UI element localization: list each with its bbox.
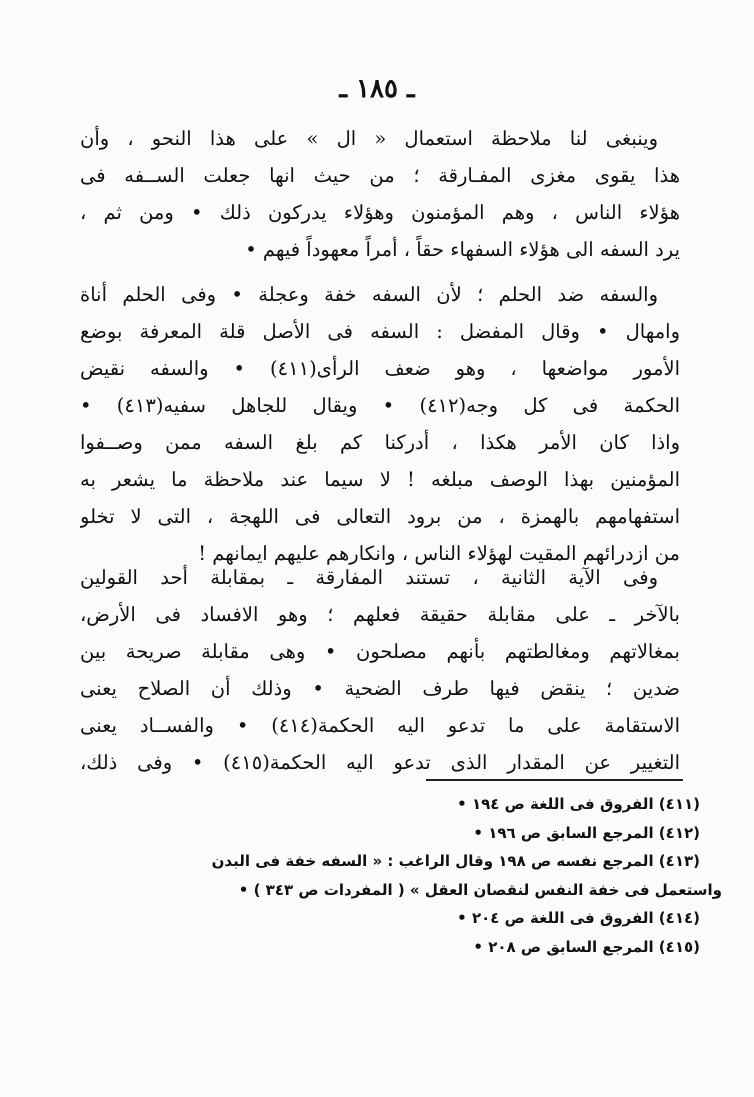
text-line: واذا كان الأمر هكذا ، أدركنا كم بلغ السفه ممن وصــفوا xyxy=(80,431,680,454)
text-line: وامهال • وقال المفضل : السفه فى الأصل قلة المعرفة بوضع xyxy=(80,320,680,343)
text-line: هذا يقوى مغزى المفـارقة ؛ من حيث انها جعلت الســفه فى xyxy=(80,164,680,187)
page-number: ـ ١٨٥ ـ xyxy=(339,74,415,104)
text-line: وفى الآية الثانية ، تستند المفارقة ـ بمقابلة أحد القولين xyxy=(80,566,658,589)
paragraph-3 xyxy=(80,559,680,781)
text-line: المؤمنين بهذا الوصف مبلغه ! لا سيما عند ملاحظة ما يشعر به xyxy=(80,468,680,491)
text-line: بمغالاتهم ومغالطتهم بأنهم مصلحون • وهى مقابلة صريحة بين xyxy=(80,640,680,663)
text-line: وينبغى لنا ملاحظة استعمال « ال » على هذا النحو ، وأن xyxy=(80,127,658,150)
footnote-412: (٤١٢) المرجع السابق ص ١٩٦ • xyxy=(473,823,700,842)
paragraph-1 xyxy=(80,120,680,268)
footnote-415: (٤١٥) المرجع السابق ص ٢٠٨ • xyxy=(473,937,700,956)
footnote-414: (٤١٤) الفروق فى اللغة ص ٢٠٤ • xyxy=(457,909,700,927)
text-line: الاستقامة على ما تدعو اليه الحكمة(٤١٤) • والفســاد يعنى xyxy=(80,714,680,737)
footnote-413-continuation: واستعمل فى خفة النفس لنقصان العقل » ( المفردات ص ٣٤٣ ) • xyxy=(238,880,722,899)
text-line: بالآخر ـ على مقابلة حقيقة فعلهم ؛ وهو الافساد فى الأرض، xyxy=(80,603,680,626)
text-line: هؤلاء الناس ، وهم المؤمنون وهؤلاء يدركون ذلك • ومن ثم ، xyxy=(80,201,680,224)
footnote-413: (٤١٣) المرجع نفسه ص ١٩٨ وقال الراغب : « السفه خفة فى البدن xyxy=(211,852,700,870)
text-line: يرد السفه الى هؤلاء السفهاء حقاً ، أمراً معهوداً فيهم • xyxy=(245,238,680,261)
text-line: استفهامهم بالهمزة ، من برود التعالى فى اللهجة ، التى لا تخلو xyxy=(80,505,680,528)
text-line: والسفه ضد الحلم ؛ لأن السفه خفة وعجلة • وفى الحلم أناة xyxy=(80,283,658,306)
text-line: ضدين ؛ ينقض فيها طرف الضحية • وذلك أن الصلاح يعنى xyxy=(80,677,680,700)
text-line: من ازدرائهم المقيت لهؤلاء الناس ، وانكارهم عليهم ايمانهم ! xyxy=(198,542,680,565)
text-line: التغيير عن المقدار الذى تدعو اليه الحكمة(٤١٥) • وفى ذلك، xyxy=(80,751,680,774)
footnote-separator xyxy=(426,779,683,781)
footnotes xyxy=(140,790,722,961)
footnote-411: (٤١١) الفروق فى اللغة ص ١٩٤ • xyxy=(457,795,700,813)
text-line: الأمور مواضعها ، وهو ضعف الرأى(٤١١) • والسفه نقيض xyxy=(80,357,680,380)
paragraph-2 xyxy=(80,276,680,572)
text-line: الحكمة فى كل وجه(٤١٢) • ويقال للجاهل سفيه(٤١٣) • xyxy=(80,394,680,417)
